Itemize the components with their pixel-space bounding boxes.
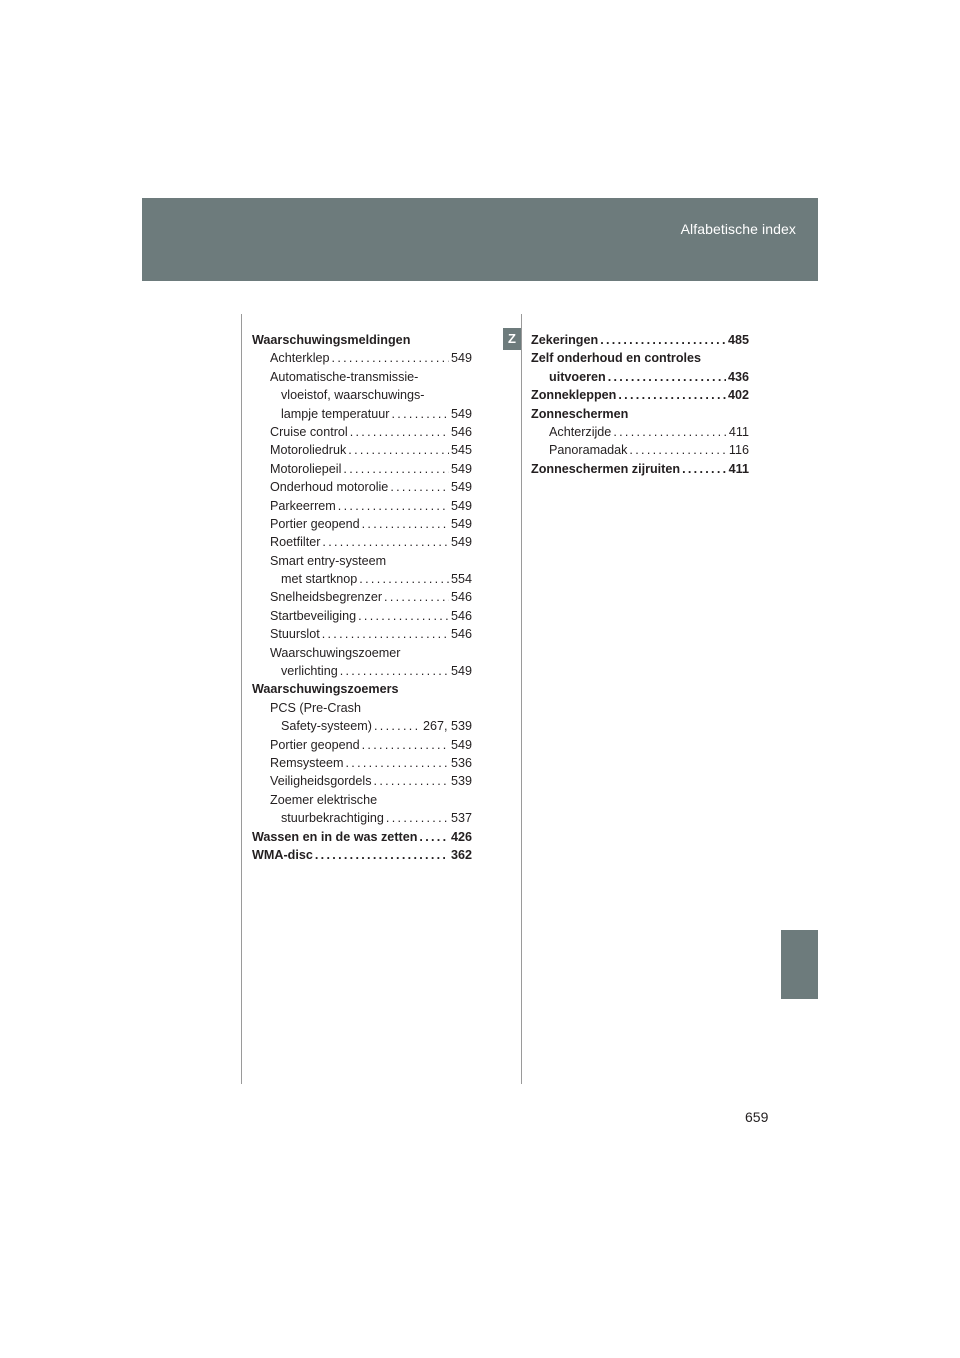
index-entry-label: Motoroliepeil — [270, 461, 342, 476]
index-entry-label: Remsysteem — [270, 755, 344, 770]
column-divider-left — [241, 314, 242, 1084]
index-entry-page[interactable]: 116 — [728, 443, 749, 458]
index-entry-page[interactable]: 549 — [450, 480, 472, 495]
index-entry — [252, 625, 472, 643]
index-entry — [531, 386, 749, 404]
dot-leader — [359, 570, 449, 588]
dot-leader — [340, 662, 449, 680]
index-entry-label: Safety-systeem) — [281, 719, 372, 734]
index-entry — [252, 405, 472, 423]
index-entry — [252, 828, 472, 846]
dot-leader — [322, 533, 449, 551]
index-entry — [252, 699, 472, 717]
index-column-right — [531, 331, 749, 478]
index-entry — [252, 533, 472, 551]
index-entry — [252, 846, 472, 864]
index-entry-page[interactable]: 549 — [450, 351, 472, 366]
dot-leader — [390, 478, 449, 496]
index-entry-page[interactable]: 537 — [450, 811, 472, 826]
index-entry — [252, 680, 472, 698]
index-entry-label: Stuurslot — [270, 627, 320, 642]
index-entry — [531, 349, 749, 367]
index-entry-label: Motoroliedruk — [270, 443, 347, 458]
index-entry — [252, 331, 472, 349]
index-entry-page[interactable]: 426 — [450, 829, 472, 844]
index-entry-page[interactable]: 546 — [450, 627, 472, 642]
index-entry — [252, 478, 472, 496]
index-entry-label: Zonnekleppen — [531, 388, 617, 403]
dot-leader — [362, 515, 449, 533]
index-entry — [531, 441, 749, 459]
index-entry-page[interactable]: 546 — [450, 424, 472, 439]
index-entry-label: vloeistof, waarschuwings- — [281, 388, 425, 403]
index-entry — [252, 809, 472, 827]
index-entry-label: Zoemer elektrische — [270, 792, 378, 807]
index-entry-label: Snelheidsbegrenzer — [270, 590, 383, 605]
dot-leader — [374, 717, 421, 735]
index-entry-page[interactable]: 267, 539 — [422, 719, 472, 734]
index-entry-page[interactable]: 549 — [450, 498, 472, 513]
index-entry-label: Achterzijde — [549, 424, 612, 439]
index-entry-page[interactable]: 436 — [727, 369, 749, 384]
dot-leader — [608, 368, 726, 386]
index-entry-page[interactable]: 402 — [727, 388, 749, 403]
index-entry — [531, 405, 749, 423]
index-entry-page[interactable]: 549 — [450, 461, 472, 476]
dot-leader — [618, 386, 726, 404]
index-entry-page[interactable]: 549 — [450, 406, 472, 421]
index-entry-page[interactable]: 411 — [728, 424, 749, 439]
dot-leader — [348, 441, 449, 459]
index-entry — [252, 588, 472, 606]
dot-leader — [374, 772, 449, 790]
index-entry-label: Waarschuwingsmeldingen — [252, 333, 411, 347]
index-column-left — [252, 331, 472, 864]
dot-leader — [315, 846, 449, 864]
section-title: Alfabetische index — [680, 221, 796, 237]
index-entry-label: uitvoeren — [549, 369, 606, 384]
index-entry-label: Smart entry-systeem — [270, 553, 387, 568]
header-band — [142, 198, 818, 281]
index-entry — [252, 497, 472, 515]
dot-leader — [332, 349, 449, 367]
index-entry-label: Onderhoud motorolie — [270, 480, 389, 495]
dot-leader — [358, 607, 449, 625]
index-entry-label: Automatische-transmissie- — [270, 369, 419, 384]
index-entry-label: Waarschuwingszoemers — [252, 682, 399, 697]
index-entry-label: Zelf onderhoud en controles — [531, 351, 702, 366]
index-entry — [252, 754, 472, 772]
index-entry-label: Zonneschermen — [531, 406, 629, 421]
index-entry-label: Panoramadak — [549, 443, 628, 458]
index-entry-page[interactable]: 539 — [450, 774, 472, 789]
index-entry-label: Parkeerrem — [270, 498, 336, 513]
index-entry-page[interactable]: 549 — [450, 737, 472, 752]
index-entry-label: Veiligheidsgordels — [270, 774, 372, 789]
chapter-thumb-tab — [781, 930, 818, 999]
index-entry — [252, 607, 472, 625]
dot-leader — [386, 809, 449, 827]
index-entry-label: stuurbekrachtiging — [281, 811, 384, 826]
index-entry-label: lampje temperatuur — [281, 406, 390, 421]
index-entry — [252, 662, 472, 680]
index-entry — [252, 736, 472, 754]
index-entry — [252, 570, 472, 588]
column-divider-middle — [521, 314, 522, 1084]
index-entry — [252, 717, 472, 735]
index-entry — [531, 368, 749, 386]
dot-leader — [338, 497, 449, 515]
index-entry-label: Startbeveiliging — [270, 608, 357, 623]
index-entry-label: PCS (Pre-Crash — [270, 700, 361, 715]
index-entry-label: Zonneschermen zijruiten — [531, 461, 681, 476]
index-entry-label: Zekeringen — [531, 333, 599, 347]
dot-leader — [362, 736, 449, 754]
index-entry — [252, 349, 472, 367]
dot-leader — [322, 625, 449, 643]
index-entry-page[interactable]: 546 — [450, 608, 472, 623]
dot-leader — [600, 331, 726, 349]
index-entry — [531, 423, 749, 441]
index-entry — [531, 331, 749, 349]
index-entry-label: verlichting — [281, 664, 338, 679]
letter-marker: Z — [503, 328, 521, 350]
dot-leader — [384, 588, 449, 606]
index-entry-page[interactable]: 549 — [450, 664, 472, 679]
dot-leader — [345, 754, 449, 772]
index-entry — [252, 386, 472, 404]
index-entry-label: Waarschuwingszoemer — [270, 645, 401, 660]
dot-leader — [613, 423, 727, 441]
index-entry-page[interactable]: 545 — [450, 443, 472, 458]
index-entry — [252, 552, 472, 570]
index-entry — [252, 423, 472, 441]
index-entry — [252, 515, 472, 533]
index-entry — [252, 772, 472, 790]
index-entry — [252, 368, 472, 386]
index-entry — [252, 791, 472, 809]
index-entry-label: Wassen en in de was zetten — [252, 829, 418, 844]
dot-leader — [392, 405, 449, 423]
index-entry — [252, 441, 472, 459]
index-entry-page[interactable]: 536 — [450, 755, 472, 770]
index-entry-page[interactable]: 362 — [450, 847, 472, 862]
index-entry-page[interactable]: 549 — [450, 535, 472, 550]
index-entry-page[interactable]: 485 — [727, 333, 749, 347]
index-entry-label: met startknop — [281, 572, 358, 587]
dot-leader — [629, 441, 727, 459]
index-entry-label: WMA-disc — [252, 847, 313, 862]
index-entry — [252, 644, 472, 662]
index-entry-label: Achterklep — [270, 351, 330, 366]
index-entry-page[interactable]: 546 — [450, 590, 472, 605]
dot-leader — [343, 460, 449, 478]
index-entry-page[interactable]: 411 — [728, 461, 749, 476]
dot-leader — [682, 460, 727, 478]
index-entry-page[interactable]: 554 — [450, 572, 472, 587]
index-entry-label: Portier geopend — [270, 737, 360, 752]
page-number: 659 — [745, 1109, 769, 1125]
index-entry-label: Cruise control — [270, 424, 348, 439]
index-entry-page[interactable]: 549 — [450, 516, 472, 531]
dot-leader — [419, 828, 449, 846]
index-entry — [252, 460, 472, 478]
index-entry-label: Portier geopend — [270, 516, 360, 531]
dot-leader — [350, 423, 449, 441]
index-entry-label: Roetfilter — [270, 535, 321, 550]
index-entry — [531, 460, 749, 478]
